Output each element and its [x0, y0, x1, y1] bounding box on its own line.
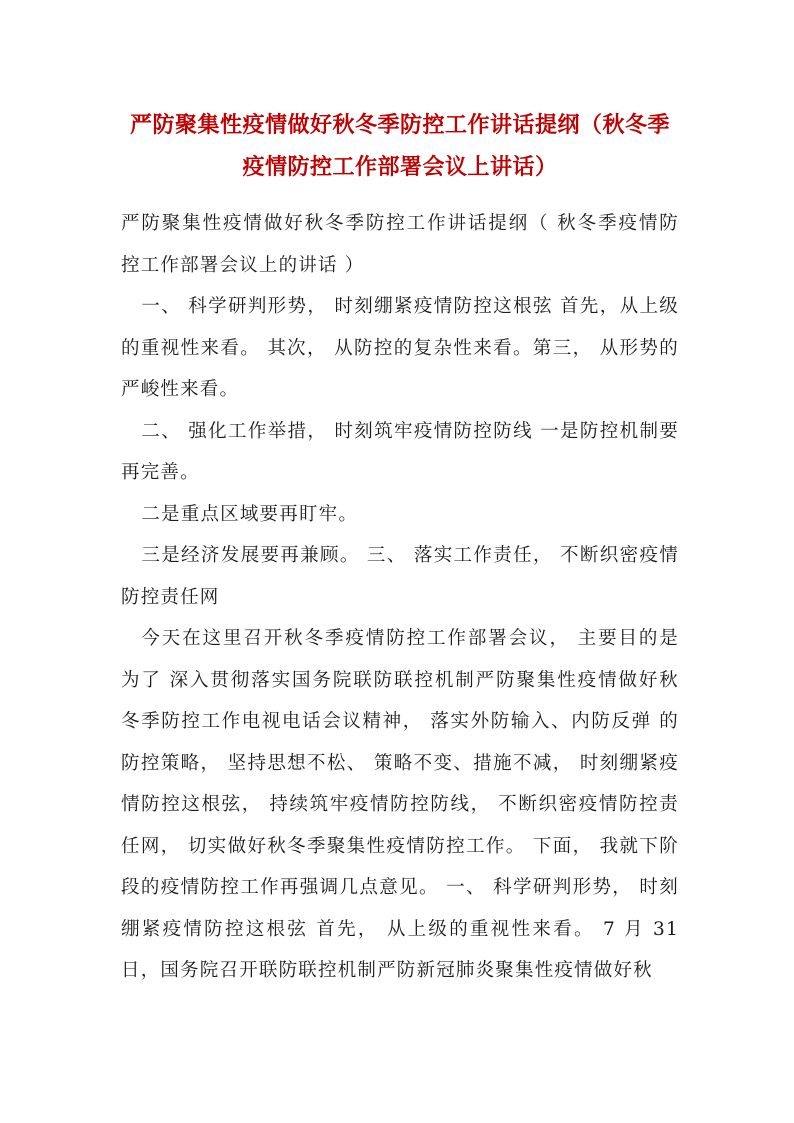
- document-title: 严防聚集性疫情做好秋冬季防控工作讲话提纲（秋冬季疫情防控工作部署会议上讲话）: [129, 112, 670, 180]
- paragraph-point-two: 二是重点区域要再盯牢。: [141, 503, 359, 525]
- document-body: [121, 203, 679, 992]
- paragraph-point-three: 三是经济发展要再兼顾。 三、 落实工作责任， 不断织密疫情防控责任网: [121, 545, 679, 608]
- paragraph-section-one: 一、 科学研判形势， 时刻绷紧疫情防控这根弦 首先，从上级的重视性来看。 其次， 从防控的复杂性来看。第三， 从形势的严峻性来看。: [121, 296, 679, 400]
- paragraph-heading-repeat: 严防聚集性疫情做好秋冬季防控工作讲话提纲（ 秋冬季疫情防控工作部署会议上的讲话 ）: [121, 213, 679, 276]
- paragraph-section-two: 二、 强化工作举措， 时刻筑牢疫情防控防线 一是防控机制要再完善。: [121, 420, 679, 483]
- paragraph-speech-opening: 今天在这里召开秋冬季疫情防控工作部署会议， 主要目的是为了 深入贯彻落实国务院联防联控机制严防聚集性疫情做好秋冬季防控工作电视电话会议精神， 落实外防输入、内防反弹 的防控策略， 坚持思想不松、 策略不变、措施不减， 时刻绷紧疫情防控这根弦， 持续筑牢疫情防控防线， 不断织密疫情防控责任网， 切实做好秋冬季聚集性疫情防控工作。 下面， 我就下阶段的疫情防控工作再强调几点意见。 一、 科学研判形势， 时刻绷紧疫情防控这根弦 首先， 从上级的重视性来看。 7 月 31 日，国务院召开联防联控机制严防新冠肺炎聚集性疫情做好秋: [121, 628, 679, 981]
